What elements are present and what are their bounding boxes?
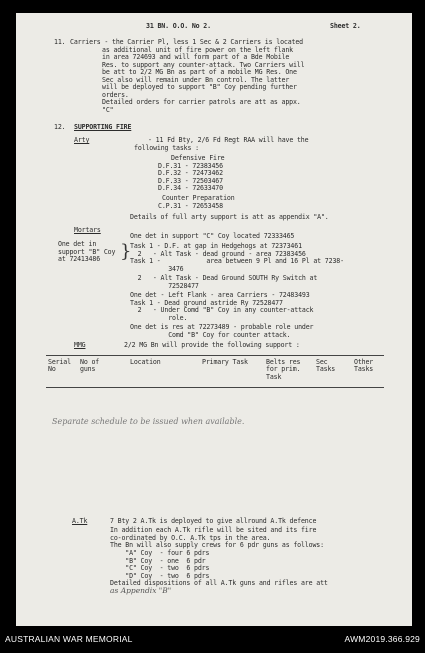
arty-label: Arty (74, 136, 90, 144)
table-top-rule (46, 355, 384, 356)
mortar-line: 2 - Under Comd "B" Coy in any counter-attack (130, 306, 314, 314)
mortar-line: 2 - Alt Task - Dead Ground SOUTH Ry Switch at (130, 274, 318, 282)
para-11-line: as additional unit of fire power on the left flank (102, 45, 293, 54)
arty-details: Details of full arty support is att as appendix "A". (130, 213, 329, 221)
atk-line: The Bn will also supply crews for 6 pdr guns as follows: (110, 541, 324, 549)
mortar-side-note: at 72413486 (58, 255, 101, 263)
atk-line: Detailed dispositions of all A.Tk guns and rifles are att (110, 579, 328, 587)
atk-line: "D" Coy - two 6 pdrs (110, 571, 210, 580)
df-entry: D.F.32 - 72473462 (158, 169, 223, 177)
document-page (16, 13, 412, 626)
mortar-line: 3476 (130, 264, 184, 273)
mortar-line: Task 1 - D.F. at gap in Hedgehogs at 72373461 (130, 242, 302, 250)
col-header: Belts res for prim. Task (266, 358, 301, 381)
atk-label: A.Tk (72, 517, 88, 525)
col-header: No of guns (80, 358, 100, 374)
arty-line: following tasks : (134, 143, 199, 152)
col-header: Location (130, 358, 161, 366)
atk-line: In addition each A.Tk rifle will be sited and its fire (110, 526, 317, 534)
df-entry: D.F.33 - 72503467 (158, 176, 223, 185)
para-11-line: will be deployed to support "B" Coy pending further (102, 83, 297, 91)
col-header: Sec Tasks (316, 358, 336, 374)
atk-line: 7 Bty 2 A.Tk is deployed to give allround A.Tk defence (110, 517, 317, 525)
table-header-rule (46, 387, 384, 388)
para-11-number: 11. (54, 38, 66, 46)
cp-entry: C.P.31 - 72653458 (158, 202, 223, 210)
para-11-line: orders. (102, 90, 129, 99)
mmg-label: MMG (74, 341, 86, 349)
defensive-fire-heading: Defensive Fire (171, 154, 225, 162)
df-entry: D.F.34 - 72633470 (158, 184, 223, 192)
para-12-number: 12. (54, 123, 66, 131)
atk-line: "C" Coy - two 6 pdrs (110, 564, 210, 572)
para-11-line: Res. to support any counter-attack. Two Carriers will (102, 60, 305, 69)
mortar-side-note: One det in (58, 240, 97, 248)
mortar-line: One det in support "C" Coy located 72333465 (130, 232, 295, 240)
atk-line: "B" Coy - one 6 pdr (110, 556, 206, 565)
handwritten-note: Separate schedule to be issued when available. (52, 417, 245, 426)
mortars-label: Mortars (74, 226, 101, 234)
df-entry: D.F.31 - 72383456 (158, 161, 223, 170)
col-header: Other Tasks (354, 358, 374, 374)
para-11-line: be att to 2/2 MG Bn as part of a mobile MG Res. One (102, 68, 297, 76)
mortar-line: role. (130, 313, 188, 322)
footer-institution: AUSTRALIAN WAR MEMORIAL (5, 634, 133, 644)
atk-line: "A" Coy - four 6 pdrs (110, 549, 210, 557)
para-11-line: Carriers - the Carrier Pl, less 1 Sec & 2 Carriers is located (70, 38, 304, 46)
mortar-side-note: support "B" Coy (58, 247, 116, 256)
mortar-line: Comd "B" Coy for counter attack. (130, 330, 291, 339)
arty-line: - 11 Fd Bty, 2/6 Fd Regt RAA will have the (148, 136, 309, 144)
mortar-line: 2 - Alt Task - dead ground - area 72383456 (130, 249, 306, 258)
mortar-line: One det - Left Flank - area Carriers - 72483493 (130, 291, 310, 299)
atk-line: co-ordinated by O.C. A.Tk tps in the area. (110, 533, 271, 542)
order-title: 31 BN. O.O. No 2. (146, 22, 211, 30)
mortar-line: Task 1 - Dead ground astride Ry 72528477 (130, 298, 283, 307)
para-12-heading: SUPPORTING FIRE (74, 123, 132, 131)
handwritten-appendix: as Appendix "B" (110, 586, 172, 595)
para-11-line: "C" (102, 105, 114, 114)
brace-icon: } (120, 241, 132, 262)
mortar-line: One det is res at 72273489 - probable role under (130, 323, 314, 331)
counter-prep-heading: Counter Preparation (162, 194, 235, 202)
mortar-line: Task 1 - area between 9 Pl and 16 Pl at 7238- (130, 257, 344, 265)
col-header: Serial No (48, 358, 71, 374)
para-11-line: Detailed orders for carrier patrols are att as appx. (102, 98, 301, 106)
sheet-number: Sheet 2. (330, 22, 361, 30)
col-header: Primary Task (202, 358, 248, 366)
mmg-line: 2/2 MG Bn will provide the following support : (124, 341, 300, 349)
mortar-line: 72528477 (130, 281, 199, 290)
para-11-line: Sec also will remain under Bn control. The latter (102, 75, 290, 84)
footer-accession-number: AWM2019.366.929 (344, 634, 420, 644)
para-11-line: in area 724693 and will form part of a Bde Mobile (102, 53, 290, 61)
